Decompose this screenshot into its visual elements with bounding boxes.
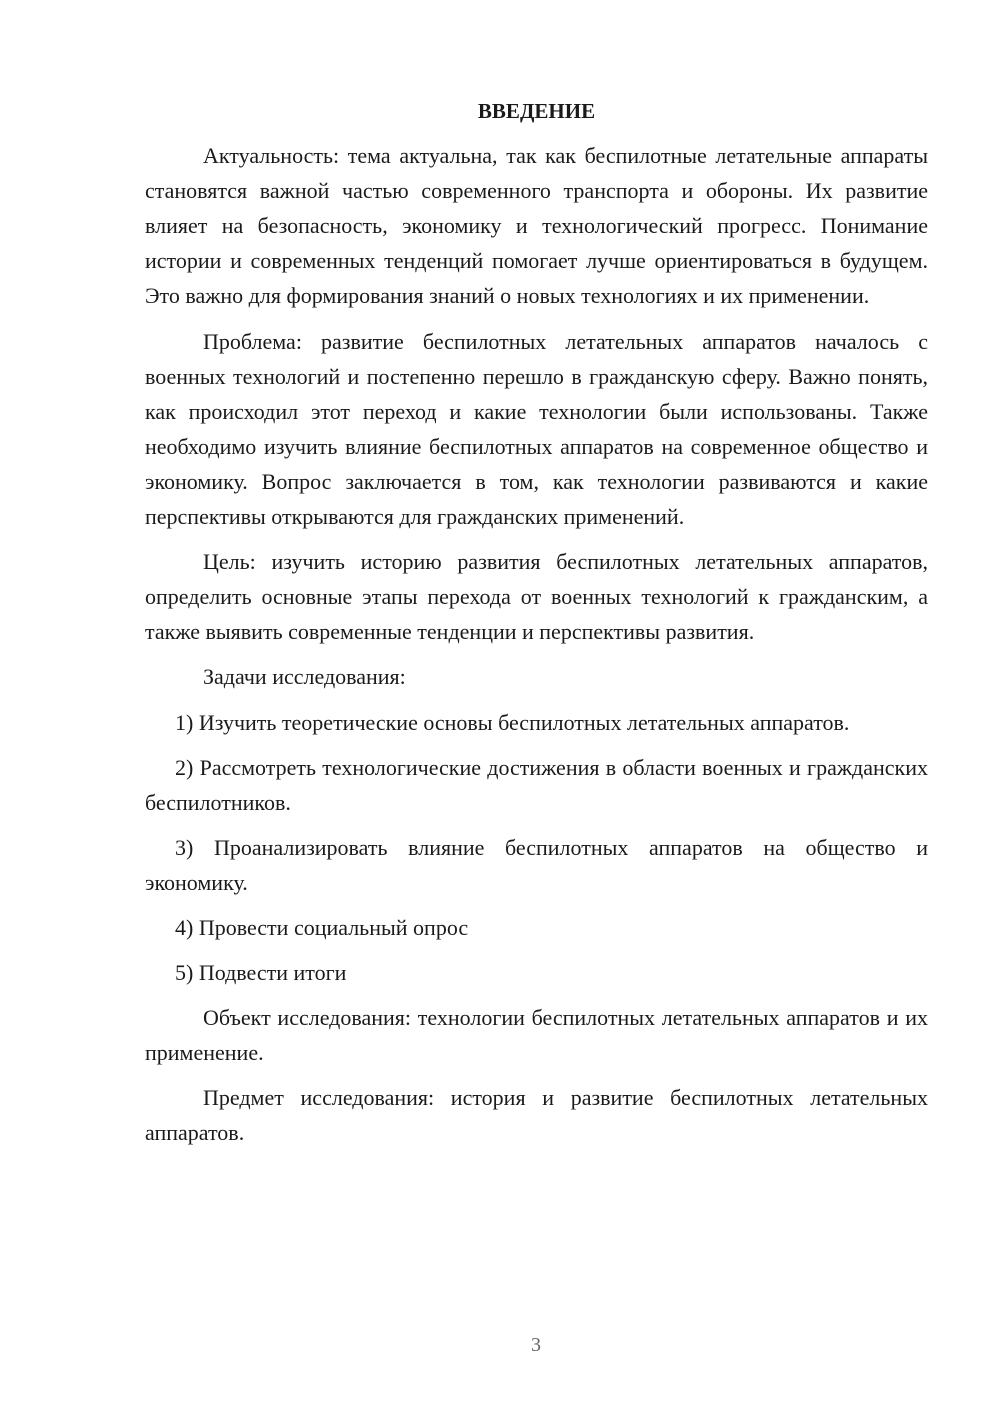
- task-item-5: 5) Подвести итоги: [175, 960, 347, 985]
- task-item-2: 2) Рассмотреть технологические достижения в области военных и гражданских беспилотников.: [145, 755, 928, 815]
- problem-paragraph: Проблема: развитие беспилотных летательных аппаратов началось с военных технологий и постепенно перешло в гражданскую сферу. Важно понять, как происходил этот переход и какие технологии были использованы. Также необходимо изучить влияние беспилотных аппаратов на современное общество и экономику. Вопрос заключается в том, как технологии развиваются и какие перспективы открываются для гражданских применений.: [145, 329, 928, 529]
- task-item-3: 3) Проанализировать влияние беспилотных аппаратов на общество и экономику.: [145, 835, 928, 895]
- task-item-1: 1) Изучить теоретические основы беспилотных летательных аппаратов.: [175, 710, 850, 735]
- object-paragraph: Объект исследования: технологии беспилотных летательных аппаратов и их применение.: [145, 1005, 928, 1065]
- subject-paragraph: Предмет исследования: история и развитие беспилотных летательных аппаратов.: [145, 1085, 928, 1145]
- document-page: [145, 96, 928, 1160]
- relevance-paragraph: Актуальность: тема актуальна, так как беспилотные летательные аппараты становятся важной частью современного транспорта и обороны. Их развитие влияет на безопасность, экономику и технологический прогресс. Понимание истории и современных тенденций помогает лучше ориентироваться в будущем. Это важно для формирования знаний о новых технологиях и их применении.: [145, 143, 928, 308]
- goal-paragraph: Цель: изучить историю развития беспилотных летательных аппаратов, определить основные этапы перехода от военных технологий к гражданским, а также выявить современные тенденции и перспективы развития.: [145, 549, 928, 644]
- page-number: 3: [531, 1334, 541, 1356]
- task-item-4: 4) Провести социальный опрос: [175, 915, 469, 940]
- tasks-heading: Задачи исследования:: [203, 664, 406, 689]
- section-title: ВВЕДЕНИЕ: [477, 99, 596, 123]
